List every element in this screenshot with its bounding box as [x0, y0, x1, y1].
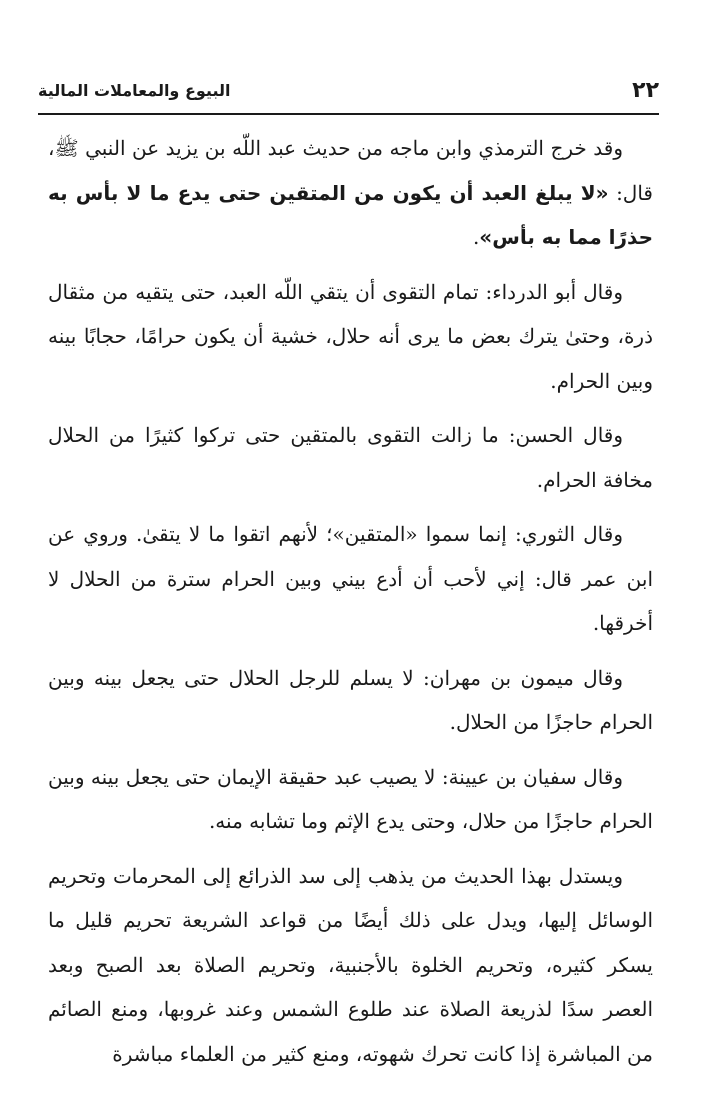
paragraph-hadith-intro: وقد خرج الترمذي وابن ماجه من حديث عبد اللّه بن يزيد عن النبي ﷺ، قال: [48, 136, 653, 205]
paragraph-maymun: وقال ميمون بن مهران: لا يسلم للرجل الحلال حتى يجعل بينه وبين الحرام حاجزًا من الحلال. [48, 665, 653, 734]
page-number: ٢٢ [632, 77, 659, 103]
paragraph-thawri: وقال الثوري: إنما سموا «المتقين»؛ لأنهم اتقوا ما لا يتقىٰ. وروي عن ابن عمر قال: إني لأحب أن أدع بيني وبين الحرام سترة من الحلال لا أخرقها. [48, 522, 653, 635]
header-rule [38, 113, 659, 115]
paragraph-hadith-end: . [472, 225, 480, 249]
paragraph-sufyan: وقال سفيان بن عيينة: لا يصيب عبد حقيقة الإيمان حتى يجعل بينه وبين الحرام حاجزًا من حلال، وحتى يدع الإثم وما تشابه منه. [48, 764, 653, 833]
paragraph-sadd-dharai: ويستدل بهذا الحديث من يذهب إلى سد الذرائع إلى المحرمات وتحريم الوسائل إليها، ويدل على ذلك أيضًا من قواعد الشريعة تحريم قليل ما يسكر كثيره، وتحريم الخلوة بالأجنبية، وتحريم الصلاة بعد الصبح وبعد العصر سدًا لذريعة الصلاة عند طلوع الشمس وعند غروبها، ومنع الصائم من المباشرة إذا كانت تحرك شهوته، ومنع كثير من العلماء مباشرة [48, 863, 653, 1066]
body-text [48, 126, 653, 1076]
paragraph-abu-darda: وقال أبو الدرداء: تمام التقوى أن يتقي اللّه العبد، حتى يتقيه من مثقال ذرة، وحتىٰ يترك بعض ما يرى أنه حلال، خشية أن يكون حرامًا، حجابًا بينه وبين الحرام. [48, 279, 653, 393]
paragraph-hasan: وقال الحسن: ما زالت التقوى بالمتقين حتى تركوا كثيرًا من الحلال مخافة الحرام. [48, 423, 653, 492]
page-header [38, 68, 659, 112]
hadith-quote: «لا يبلغ العبد أن يكون من المتقين حتى يدع ما لا بأس به حذرًا مما به بأس» [48, 180, 653, 249]
paragraph-hadith [48, 126, 653, 260]
running-title: البيوع والمعاملات المالية [38, 80, 231, 100]
